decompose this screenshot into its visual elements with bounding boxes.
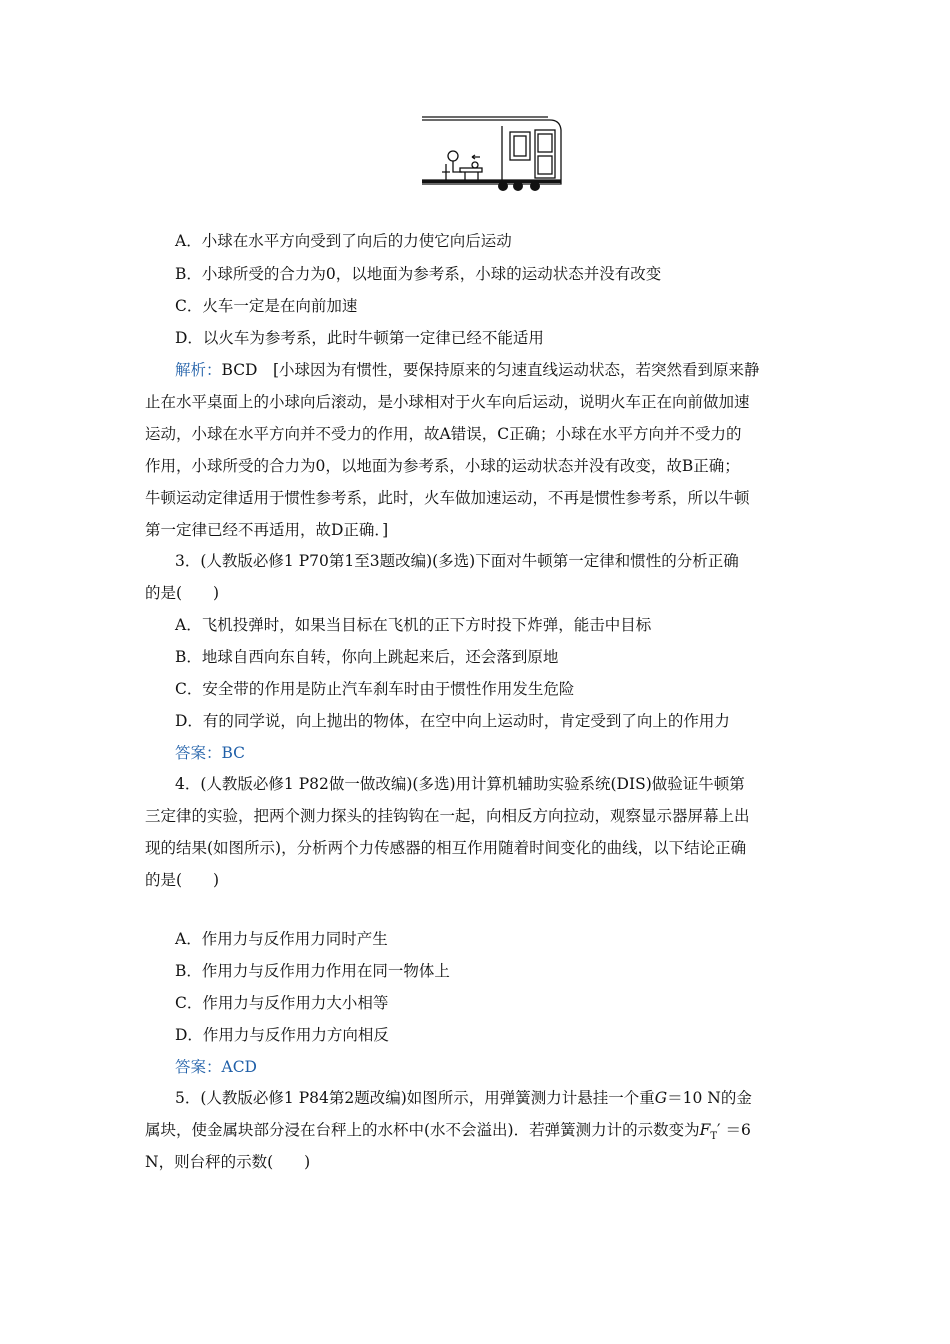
q2-analysis-line-3: 运动，小球在水平方向并不受力的作用，故A错误，C正确；小球在水平方向并不受力的: [145, 425, 742, 443]
q2-option-a: A．小球在水平方向受到了向后的力使它向后运动: [175, 232, 512, 250]
q3-stem-line-2: 的是( ): [145, 584, 220, 602]
train-car-illustration: [420, 114, 563, 192]
q4-option-d: D．作用力与反作用力方向相反: [175, 1026, 389, 1044]
q4-stem-line-1: 4．(人教版必修1 P82做一做改编)(多选)用计算机辅助实验系统(DIS)做验证牛顿第: [175, 775, 745, 793]
q4-option-b: B．作用力与反作用力作用在同一物体上: [175, 962, 450, 980]
q2-analysis-line-4: 作用，小球所受的合力为0，以地面为参考系，小球的运动状态并没有改变，故B正确；: [145, 457, 740, 475]
q2-analysis-line-1: 解析：BCD [小球因为有惯性，要保持原来的匀速直线运动状态，若突然看到原来静: [175, 361, 760, 379]
q2-analysis-line-2: 止在水平桌面上的小球向后滚动，是小球相对于火车向后运动，说明火车正在向前做加速: [145, 393, 750, 411]
q2-option-b: B．小球所受的合力为0，以地面为参考系，小球的运动状态并没有改变: [175, 265, 662, 283]
q4-answer: 答案：ACD: [175, 1058, 257, 1076]
q3-answer: 答案：BC: [175, 744, 246, 762]
weight-symbol: G: [654, 1089, 668, 1107]
q2-analysis-line-6: 第一定律已经不再适用，故D正确．]: [145, 521, 389, 539]
force-subscript: T: [710, 1131, 718, 1143]
q4-stem-line-2: 三定律的实验，把两个测力探头的挂钩钩在一起，向相反方向拉动，观察显示器屏幕上出: [145, 807, 750, 825]
q3-option-b: B．地球自西向东自转，你向上跳起来后，还会落到原地: [175, 648, 559, 666]
q5-stem-line-2: 属块，使金属块部分浸在台秤上的水杯中(水不会溢出)．若弹簧测力计的示数变为$F_T' =6$: [145, 1121, 751, 1143]
q4-stem-line-3: 现的结果(如图所示)，分析两个力传感器的相互作用随着时间变化的曲线，以下结论正确: [145, 839, 747, 857]
q2-option-d: D．以火车为参考系，此时牛顿第一定律已经不能适用: [175, 329, 544, 347]
q4-stem-line-4: 的是( ): [145, 871, 220, 889]
q3-option-c: C．安全带的作用是防止汽车刹车时由于惯性作用发生危险: [175, 680, 575, 698]
q5-stem-line-1: 5．(人教版必修1 P84第2题改编)如图所示，用弹簧测力计悬挂一个重G＝10 N的金: [175, 1089, 752, 1107]
q4-option-a: A．作用力与反作用力同时产生: [175, 930, 388, 948]
q2-analysis-line-5: 牛顿运动定律适用于惯性参考系，此时，火车做加速运动，不再是惯性参考系，所以牛顿: [145, 489, 750, 507]
q4-option-c: C．作用力与反作用力大小相等: [175, 994, 389, 1012]
force-symbol: F: [699, 1121, 711, 1139]
q5-stem-line-3: N，则台秤的示数( ): [145, 1153, 311, 1171]
q3-option-d: D．有的同学说，向上抛出的物体，在空中向上运动时，肯定受到了向上的作用力: [175, 712, 730, 730]
analysis-label: 解析：: [175, 361, 222, 379]
q2-option-c: C．火车一定是在向前加速: [175, 297, 358, 315]
q3-option-a: A．飞机投弹时，如果当目标在飞机的正下方时投下炸弹，能击中目标: [175, 616, 652, 634]
q3-stem-line-1: 3．(人教版必修1 P70第1至3题改编)(多选)下面对牛顿第一定律和惯性的分析正确: [175, 552, 739, 570]
